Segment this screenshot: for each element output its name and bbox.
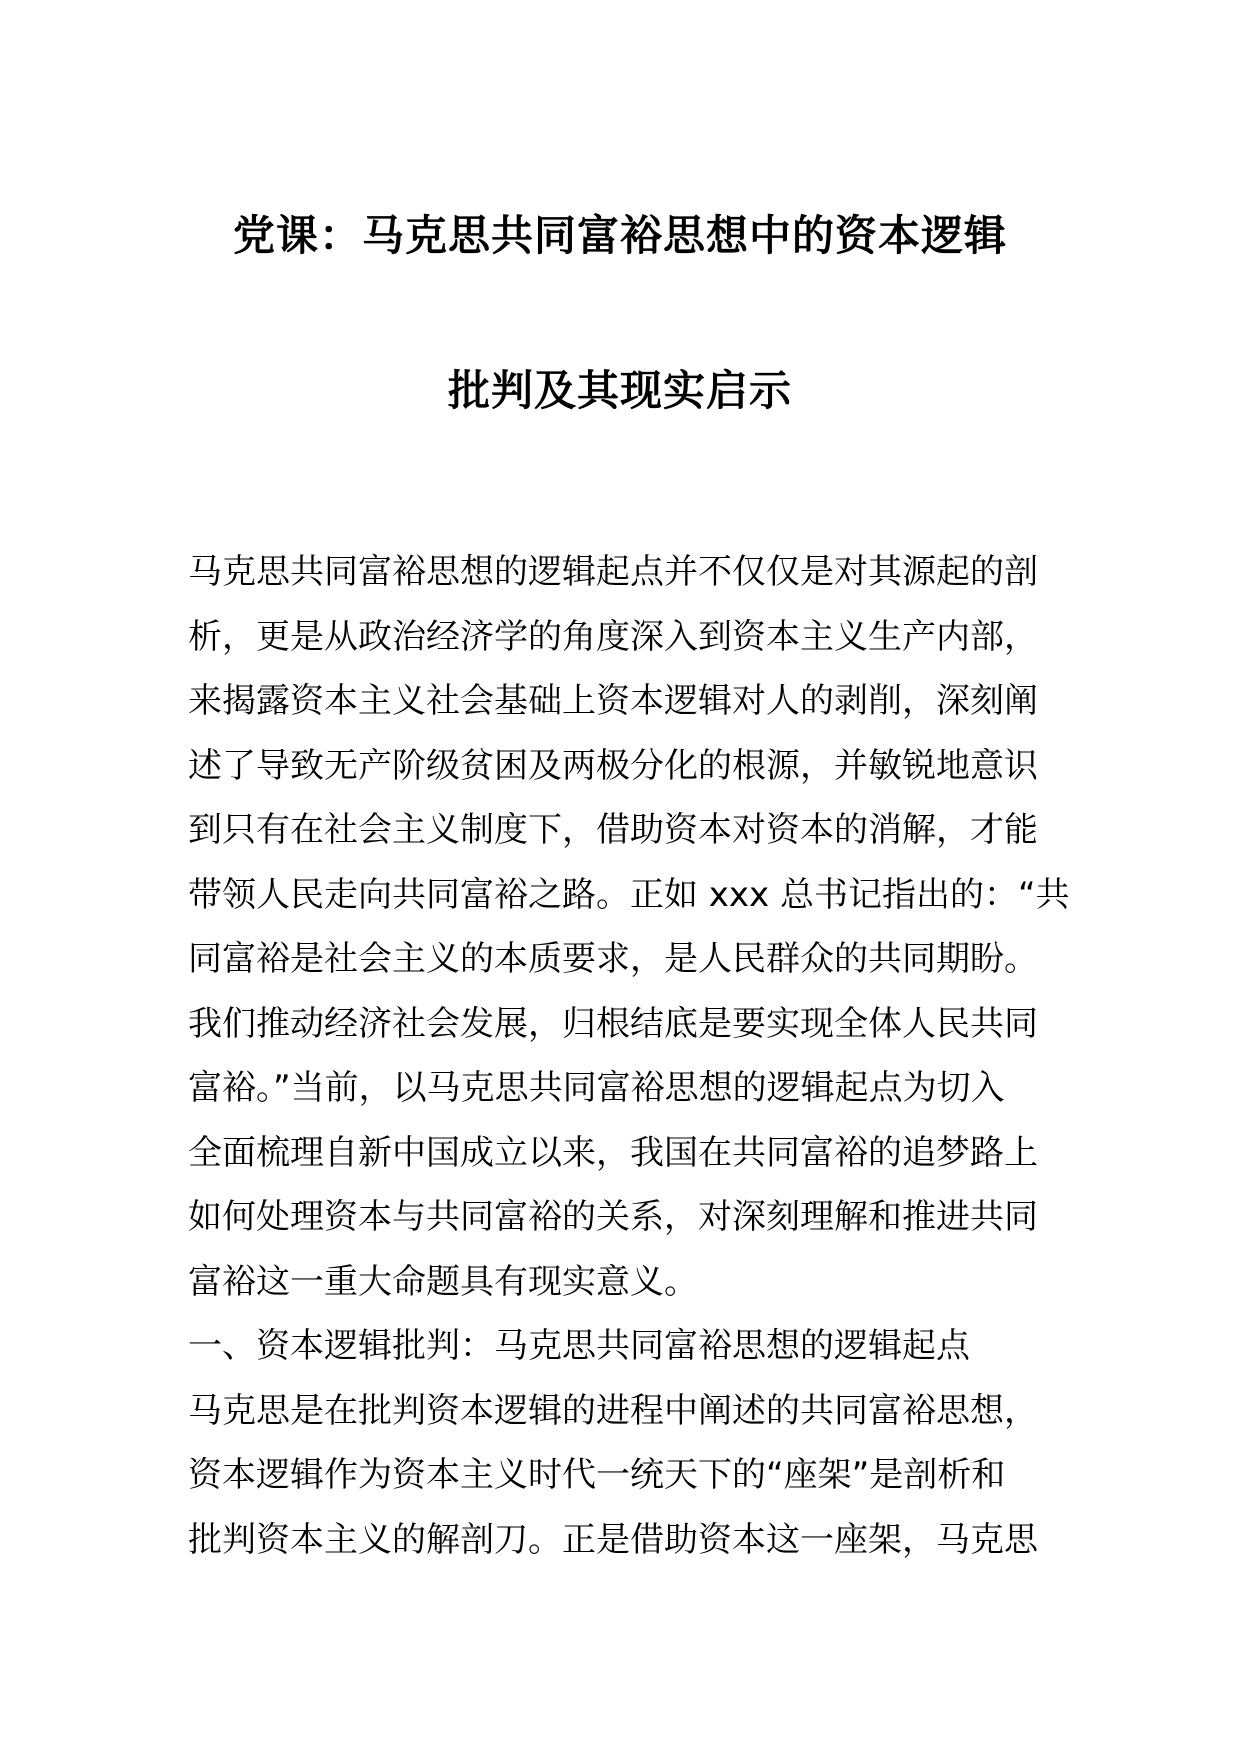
body-line: 富裕这一重大命题具有现实意义。 xyxy=(188,1261,698,1302)
body-line: 带领人民走向共同富裕之路。正如 xxx 总书记指出的：“共 xyxy=(188,874,1070,915)
body-line: 富裕。”当前，以马克思共同富裕思想的逻辑起点为切入 xyxy=(188,1068,1005,1108)
body-line: 如何处理资本与共同富裕的关系，对深刻理解和推进共同 xyxy=(188,1197,1038,1237)
body-line: 到只有在社会主义制度下，借助资本对资本的消解，才能 xyxy=(188,810,1038,850)
body-line: 来揭露资本主义社会基础上资本逻辑对人的剥削，深刻阐 xyxy=(188,681,1038,721)
body-line: 同富裕是社会主义的本质要求，是人民群众的共同期盼。 xyxy=(188,939,1038,979)
body-line: 马克思共同富裕思想的逻辑起点并不仅仅是对其源起的剖 xyxy=(188,552,1038,592)
body-line: 批判资本主义的解剖刀。正是借助资本这一座架，马克思 xyxy=(188,1519,1038,1560)
document-title-line-2: 批判及其现实启示 xyxy=(447,366,792,415)
document-body xyxy=(188,540,1070,1572)
body-line: 我们推动经济社会发展，归根结底是要实现全体人民共同 xyxy=(188,1003,1038,1044)
body-line: 述了导致无产阶级贫困及两极分化的根源，并敏锐地意识 xyxy=(188,745,1038,786)
body-line: 析，更是从政治经济学的角度深入到资本主义生产内部， xyxy=(188,616,1038,657)
body-line: 资本逻辑作为资本主义时代一统天下的“座架”是剖析和 xyxy=(188,1455,1006,1495)
body-line: 全面梳理自新中国成立以来，我国在共同富裕的追梦路上 xyxy=(188,1132,1038,1173)
document-title-line-1: 党课：马克思共同富裕思想中的资本逻辑 xyxy=(232,211,1007,260)
body-line: 马克思是在批判资本逻辑的进程中阐述的共同富裕思想， xyxy=(188,1390,1038,1431)
section-heading: 一、资本逻辑批判：马克思共同富裕思想的逻辑起点 xyxy=(188,1326,970,1366)
